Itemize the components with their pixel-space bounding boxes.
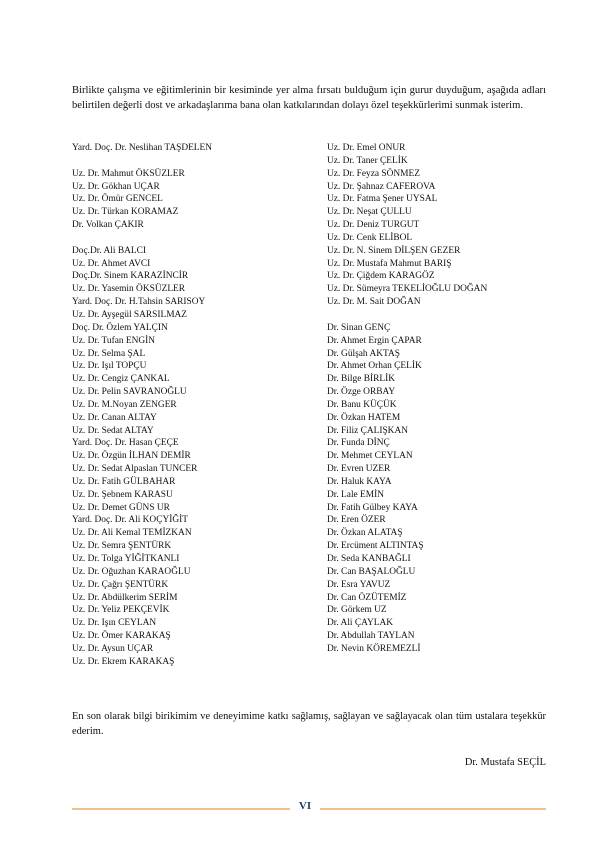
acknowledged-name: Dr. Seda KANBAĞLI xyxy=(327,554,411,564)
acknowledged-name: Uz. Dr. Aysun UÇAR xyxy=(72,643,154,654)
acknowledged-name: Doç.Dr. Ali BALCI xyxy=(72,245,146,256)
acknowledged-name: Dr. Görkem UZ xyxy=(327,605,387,616)
acknowledged-name: Dr. Abdullah TAYLAN xyxy=(327,631,415,642)
footer-rule-left xyxy=(72,808,290,810)
acknowledged-name: Doç.Dr. Sinem KARAZİNCİR xyxy=(72,271,189,282)
acknowledged-name: Uz. Dr. Selma ŞAL xyxy=(72,348,146,359)
acknowledged-name: Dr. Banu KÜÇÜK xyxy=(327,399,397,410)
acknowledged-name: Dr. Can ÖZÜTEMİZ xyxy=(327,592,407,603)
acknowledged-name: Dr. Haluk KAYA xyxy=(327,476,392,487)
acknowledged-name: Yard. Doç. Dr. H.Tahsin SARISOY xyxy=(72,297,206,308)
acknowledged-name: Uz. Dr. Ahmet AVCI xyxy=(72,258,151,269)
acknowledged-name: Uz. Dr. Özgün İLHAN DEMİR xyxy=(72,451,191,462)
group-spacer xyxy=(72,155,322,168)
acknowledged-name: Uz. Dr. Ayşegül SARSILMAZ xyxy=(72,309,188,320)
acknowledged-name: Dr. Filiz ÇALIŞKAN xyxy=(327,425,408,436)
acknowledged-name: Uz. Dr. Pelin SAVRANOĞLU xyxy=(72,387,187,398)
acknowledged-name: Uz. Dr. N. Sinem DİLŞEN GEZER xyxy=(327,245,461,256)
names-left-column xyxy=(72,142,322,669)
acknowledged-name: Uz. Dr. Şebnem KARASU xyxy=(72,489,173,500)
acknowledged-name: Dr. Fatih Gülbey KAYA xyxy=(327,502,418,513)
acknowledged-name: Uz. Dr. Yasemin ÖKSÜZLER xyxy=(72,284,186,295)
acknowledged-name: Uz. Dr. Emel ONUR xyxy=(327,143,406,153)
acknowledged-name: Yard. Doç. Dr. Neslihan TAŞDELEN xyxy=(72,143,213,153)
acknowledged-name: Uz. Dr. Sümeyra TEKELİOĞLU DOĞAN xyxy=(327,284,488,295)
acknowledged-name: Dr. Ahmet Orhan ÇELİK xyxy=(327,361,422,372)
acknowledged-name: Dr. Can BAŞALOĞLU xyxy=(327,566,416,577)
acknowledged-name: Dr. Esra YAVUZ xyxy=(327,579,391,590)
acknowledged-name: Dr. Eren ÖZER xyxy=(327,515,386,526)
acknowledged-name: Dr. Özge ORBAY xyxy=(327,387,396,398)
acknowledged-name: Uz. Dr. Sedat Alpaslan TUNCER xyxy=(72,464,198,475)
acknowledged-name: Dr. Volkan ÇAKIR xyxy=(72,220,144,231)
group-spacer xyxy=(72,232,322,245)
acknowledged-name: Dr. Lale EMİN xyxy=(327,489,385,500)
footer-rule-right xyxy=(320,808,546,810)
acknowledged-name: Dr. Evren UZER xyxy=(327,464,391,475)
acknowledged-name: Uz. Dr. M.Noyan ZENGER xyxy=(72,399,177,410)
acknowledged-name: Uz. Dr. Türkan KORAMAZ xyxy=(72,207,179,218)
signature: Dr. Mustafa SEÇİL xyxy=(464,757,546,768)
acknowledged-name: Dr. Gülşah AKTAŞ xyxy=(327,348,400,359)
acknowledged-name: Uz. Dr. Semra ŞENTÜRK xyxy=(72,541,172,552)
acknowledged-name: Yard. Doç. Dr. Hasan ÇEÇE xyxy=(72,438,179,449)
acknowledged-name: Uz. Dr. Işın CEYLAN xyxy=(72,618,157,629)
acknowledged-name: Uz. Dr. Ali Kemal TEMİZKAN xyxy=(72,528,192,539)
acknowledged-name: Uz. Dr. Cenk ELİBOL xyxy=(327,232,413,243)
acknowledged-name: Uz. Dr. Deniz TURGUT xyxy=(327,220,420,231)
acknowledged-name: Uz. Dr. Oğuzhan KARAOĞLU xyxy=(72,566,191,577)
acknowledged-name: Uz. Dr. Abdülkerim SERİM xyxy=(72,592,178,603)
acknowledged-name: Dr. Özkan ALATAŞ xyxy=(327,528,403,539)
acknowledged-name: Uz. Dr. Çiğdem KARAGÖZ xyxy=(327,271,435,282)
names-right-column xyxy=(327,142,557,656)
acknowledged-name: Dr. Mehmet CEYLAN xyxy=(327,451,413,462)
group-spacer xyxy=(327,309,557,322)
acknowledged-name: Uz. Dr. Neşat ÇULLU xyxy=(327,207,412,218)
acknowledged-name: Uz. Dr. Işıl TOPÇU xyxy=(72,361,147,372)
acknowledged-name: Uz. Dr. Demet GÜNS UR xyxy=(72,502,170,513)
acknowledged-name: Dr. Sinan GENÇ xyxy=(327,322,391,333)
acknowledged-name: Uz. Dr. Fatma Şener UYSAL xyxy=(327,194,438,205)
acknowledged-name: Uz. Dr. Ömer KARAKAŞ xyxy=(72,631,171,642)
page-number: VI xyxy=(298,800,312,812)
acknowledged-name: Uz. Dr. M. Sait DOĞAN xyxy=(327,297,421,308)
acknowledged-name: Yard. Doç. Dr. Ali KOÇYİĞİT xyxy=(72,515,188,526)
acknowledged-name: Uz. Dr. Fatih GÜLBAHAR xyxy=(72,476,176,487)
acknowledged-name: Uz. Dr. Çağrı ŞENTÜRK xyxy=(72,579,169,590)
acknowledged-name: Uz. Dr. Ekrem KARAKAŞ xyxy=(72,656,175,667)
acknowledged-name: Dr. Özkan HATEM xyxy=(327,412,401,423)
acknowledged-name: Uz. Dr. Mustafa Mahmut BARIŞ xyxy=(327,258,452,269)
acknowledged-name: Uz. Dr. Şahnaz CAFEROVA xyxy=(327,181,436,192)
acknowledged-name: Uz. Dr. Ömür GENCEL xyxy=(72,194,163,205)
acknowledged-name: Uz. Dr. Canan ALTAY xyxy=(72,412,157,423)
acknowledged-name: Uz. Dr. Sedat ALTAY xyxy=(72,425,154,436)
acknowledged-name: Dr. Bilge BİRLİK xyxy=(327,374,395,385)
closing-paragraph: En son olarak bilgi birikimim ve deneyimime katkı sağlamış, sağlayan ve sağlayacak olan tüm ustalara teşekkür ederim. xyxy=(72,711,546,738)
acknowledged-name: Uz. Dr. Cengiz ÇANKAL xyxy=(72,374,170,385)
intro-paragraph: Birlikte çalışma ve eğitimlerinin bir kesiminde yer alma fırsatı bulduğum için gurur duyduğum, aşağıda adları belirtilen değerli dost ve arkadaşlarıma bana olan katkılarından dolayı özel teşekkürlerimi sunmak isterim. xyxy=(72,84,546,111)
acknowledged-name: Dr. Ahmet Ergin ÇAPAR xyxy=(327,335,422,346)
acknowledged-name: Uz. Dr. Feyza SÖNMEZ xyxy=(327,168,420,179)
acknowledged-name: Dr. Ercüment ALTINTAŞ xyxy=(327,541,424,552)
acknowledged-name: Uz. Dr. Tolga YİĞİTKANLI xyxy=(72,554,180,564)
acknowledged-name: Uz. Dr. Gökhan UÇAR xyxy=(72,181,160,192)
acknowledged-name: Uz. Dr. Taner ÇELİK xyxy=(327,155,408,166)
acknowledged-name: Dr. Ali ÇAYLAK xyxy=(327,618,394,629)
acknowledged-name: Doç. Dr. Özlem YALÇIN xyxy=(72,322,168,333)
acknowledged-name: Uz. Dr. Yeliz PEKÇEVİK xyxy=(72,605,170,616)
acknowledged-name: Dr. Nevin KÖREMEZLİ xyxy=(327,643,421,654)
acknowledged-name: Uz. Dr. Tufan ENGİN xyxy=(72,335,156,346)
acknowledged-name: Dr. Funda DİNÇ xyxy=(327,438,390,449)
acknowledged-name: Uz. Dr. Mahmut ÖKSÜZLER xyxy=(72,168,185,179)
